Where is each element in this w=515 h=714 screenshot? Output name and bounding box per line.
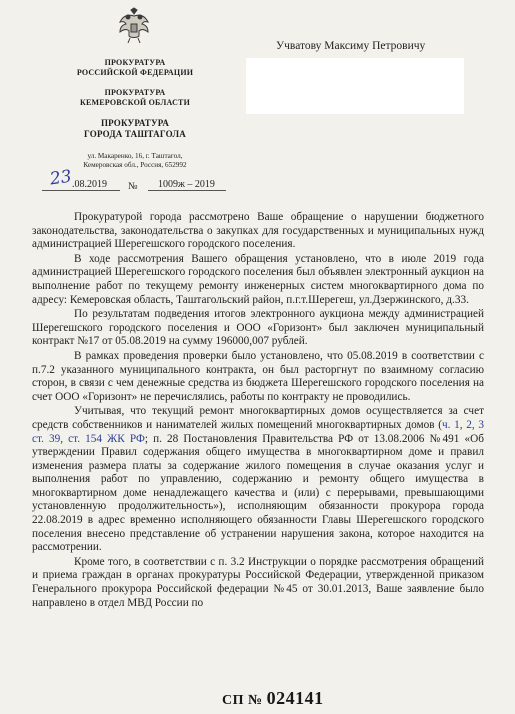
series-label: СП № [222, 693, 263, 708]
legal-reference-link[interactable]: ч. 1, 2, 3 ст. 39, ст. 154 ЖК РФ [32, 418, 484, 445]
outgoing-date: .08.2019 [72, 179, 107, 190]
org-name-3-line1: ПРОКУРАТУРА [100, 118, 170, 128]
redacted-address-block [246, 58, 464, 114]
number-sign: № [128, 181, 138, 192]
form-series-number [222, 688, 324, 709]
org-name-1-line1: ПРОКУРАТУРА [104, 58, 166, 67]
paragraph-6: Кроме того, в соответствии с п. 3.2 Инструкции о порядке рассмотрения обращений и приема граждан в органах прокуратуры Российской Федерации, утвержденной приказом Генерального прокурора Российской федерации №45 от 30.01.2013, Ваше заявление было направлено в отдел МВД России по [32, 555, 484, 609]
number-underline [148, 190, 226, 191]
date-underline [42, 190, 120, 191]
paragraph-3: По результатам подведения итогов электронного аукциона между администрацией Шерегешского городского поселения и ООО «Горизонт» был заключен муниципальный контракт №17 от 05.08.2019 на сумму 196000,007 рублей. [32, 308, 484, 348]
paragraph-5-part-a: Учитывая, что текущий ремонт многоквартирных домов осуществляется за счет средств собственников и нанимателей жилых помещений многоквартирных домов ( [32, 405, 484, 431]
handwritten-day: 23 [48, 166, 73, 190]
org-name-2 [40, 88, 230, 108]
series-number: 024141 [266, 688, 324, 708]
org-name-1-line2: РОССИЙСКОЙ ФЕДЕРАЦИИ [76, 68, 194, 77]
org-name-2-line1: ПРОКУРАТУРА [104, 88, 166, 97]
paragraph-1: Прокуратурой города рассмотрено Ваше обращение о нарушении бюджетного законодательства, законодательства о закупках для государственных и муниципальных нужд администрацией Шерегешского городского поселения. [32, 211, 484, 251]
org-name-1 [40, 58, 230, 78]
paragraph-5-part-b: ; п. 28 Постановления Правительства РФ от 13.08.2006 №491 «Об утверждении Правил содержания общего имущества в многоквартирном доме и правил изменения размера платы за содержание жилого помещения в случае оказания услуг и выполнения работ по управлению, содержанию и ремонту общего имущества в многоквартирном доме ненадлежащего качества и (или) с перерывами, превышающими установленную продолжительность»), исполняющим обязанности прокурора города 22.08.2019 в адрес временно исполняющего обязанности Главы Шерегешского городского поселения внесено представление об устранении нарушения закона, которое находится на рассмотрении. [32, 432, 484, 554]
address-line2: Кемеровская обл., Россия, 652992 [83, 161, 187, 169]
outgoing-number: 1009ж – 2019 [158, 179, 215, 190]
coat-of-arms-icon [114, 6, 154, 46]
paragraph-4: В рамках проведения проверки было установлено, что 05.08.2019 в соответствии с п.7.2 указанного муниципального контракта, он был расторгнут по взаимному согласию сторон, в связи с чем денежные средства из бюджета Шерегешского городского поселения на счет ООО «Горизонт» не перечислялись, работы по контракту не проводились. [32, 349, 484, 403]
recipient-name: Учватову Максиму Петровичу [276, 40, 426, 52]
paragraph-5 [32, 405, 484, 555]
org-name-2-line2: КЕМЕРОВСКОЙ ОБЛАСТИ [79, 98, 191, 107]
letter-body [32, 211, 484, 610]
org-name-3 [40, 118, 230, 140]
org-name-3-line2: ГОРОДА ТАШТАГОЛА [84, 129, 186, 139]
paragraph-2: В ходе рассмотрения Вашего обращения установлено, что в июле 2019 года администрацией Шерегешского городского поселения был объявлен электронный аукцион на выполнение работ по текущему ремонту инженерных систем многоквартирного дома по адресу: Кемеровская область, Таштагольский район, п.г.т.Шерегеш, ул.Дзержинского, д.33. [32, 252, 484, 306]
address-line1: ул. Макаренко, 16, г. Таштагол, [87, 152, 183, 160]
